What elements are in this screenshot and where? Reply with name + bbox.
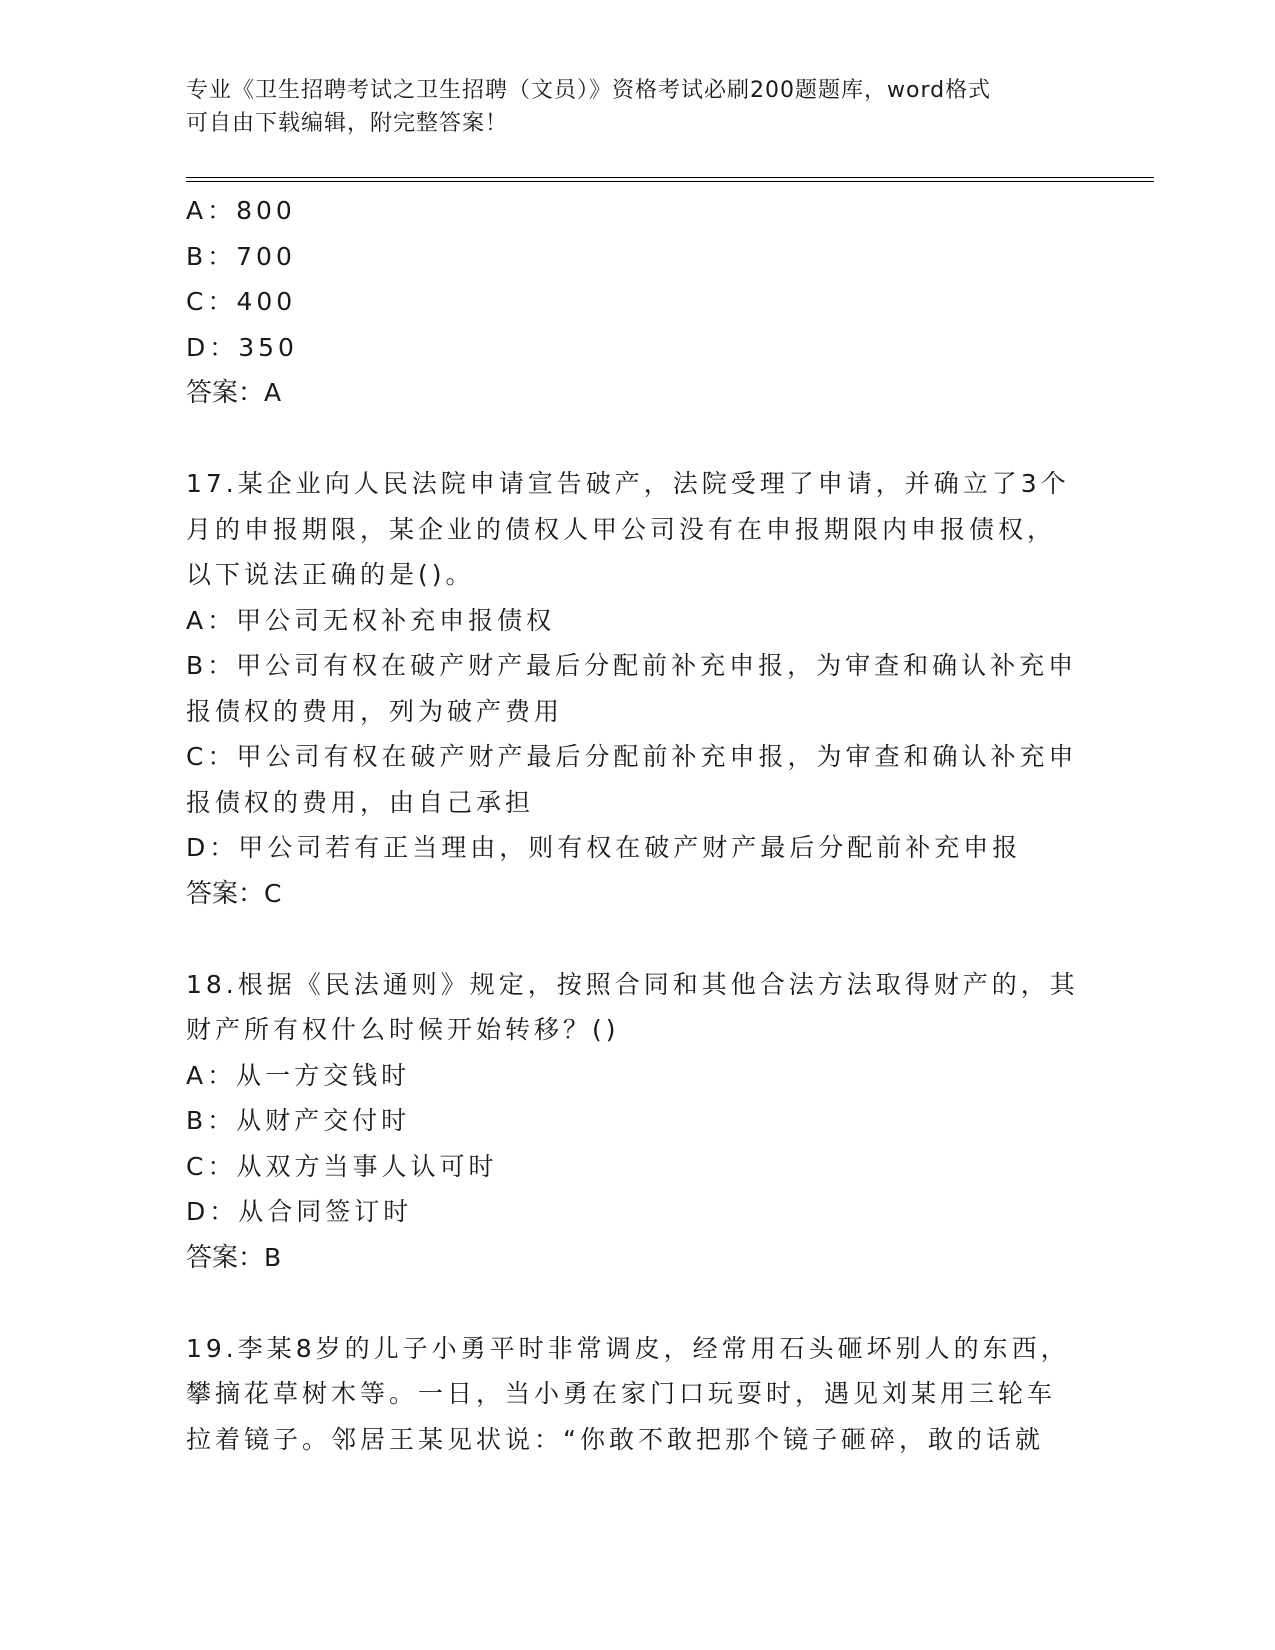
option-b: B：700 <box>186 241 296 271</box>
answer-line <box>186 370 1086 416</box>
answer-value: B <box>264 1242 284 1272</box>
answer-value: A <box>264 378 284 407</box>
option-d: D：甲公司若有正当理由，则有权在破产财产最后分配前补充申报 <box>186 833 1022 862</box>
header-divider-top <box>186 177 1154 178</box>
spacer <box>186 1280 1086 1326</box>
option-c: C：400 <box>186 287 297 316</box>
question-text-line: 18.根据《民法通则》规定，按照合同和其他合法方法取得财产的，其 <box>186 969 1079 999</box>
question-18 <box>186 962 1086 1281</box>
option-c: C：甲公司有权在破产财产最后分配前补充申报，为审查和确认补充申 <box>186 742 1078 771</box>
question-text-line: 17.某企业向人民法院申请宣告破产，法院受理了申请，并确立了3个 <box>186 469 1070 498</box>
answer-label: 答案： <box>186 878 265 909</box>
question-text-line: 19.李某8岁的儿子小勇平时非常调皮，经常用石头砸坏别人的东西， <box>186 1333 1070 1363</box>
option-b: B：从财产交付时 <box>186 1106 411 1135</box>
option-b: B：甲公司有权在破产财产最后分配前补充申报，为审查和确认补充申 <box>186 651 1078 680</box>
header-title-line-2: 可自由下载编辑，附完整答案！ <box>186 111 509 136</box>
answer-label: 答案： <box>186 1242 265 1273</box>
answer-line <box>186 1235 1086 1281</box>
option-a: A：800 <box>186 196 296 225</box>
option-d: D：从合同签订时 <box>186 1197 413 1226</box>
question-19 <box>186 1326 1086 1463</box>
question-text-line: 月的申报期限，某企业的债权人甲公司没有在申报期限内申报债权， <box>186 514 1057 544</box>
option-c: C：从双方当事人认可时 <box>186 1151 498 1181</box>
question-text-line: 以下说法正确的是()。 <box>186 560 475 589</box>
question-text-line: 财产所有权什么时候开始转移？() <box>186 1015 620 1044</box>
option-a: A：从一方交钱时 <box>186 1060 411 1090</box>
answer-value: C <box>264 878 284 908</box>
question-17 <box>186 461 1086 916</box>
option-c-continued: 报债权的费用，由自己承担 <box>186 787 535 817</box>
spacer <box>186 416 1086 462</box>
question-text-line: 攀摘花草树木等。一日，当小勇在家门口玩耍时，遇见刘某用三轮车 <box>186 1379 1057 1408</box>
header-divider-bottom <box>186 181 1154 182</box>
question-text-line: 拉着镜子。邻居王某见状说：“你敢不敢把那个镜子砸碎，敢的话就 <box>186 1424 1044 1454</box>
spacer <box>186 916 1086 962</box>
option-d: D：350 <box>186 332 298 362</box>
answer-label: 答案： <box>186 378 265 408</box>
option-b-continued: 报债权的费用，列为破产费用 <box>186 696 564 726</box>
header-title-line-1: 专业《卫生招聘考试之卫生招聘（文员）》资格考试必刷200题题库，word格式 <box>186 78 992 103</box>
question-content <box>186 188 1086 1462</box>
answer-line <box>186 871 1086 917</box>
page-header <box>186 74 1066 140</box>
option-a: A：甲公司无权补充申报债权 <box>186 605 556 635</box>
question-16-continued <box>186 188 1086 416</box>
